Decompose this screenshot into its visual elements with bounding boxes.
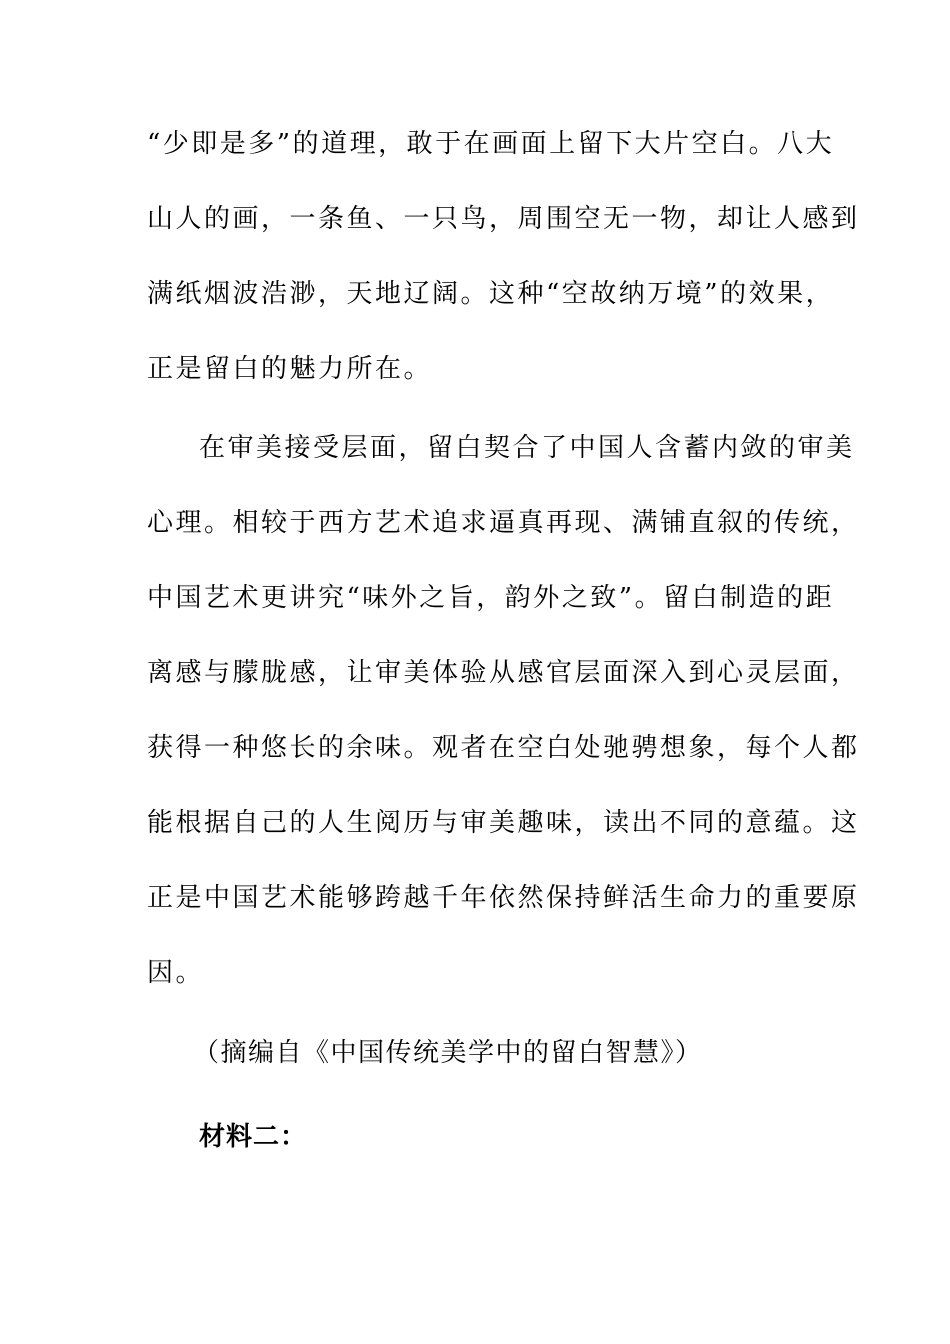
paragraph-2-line-1: 在审美接受层面，留白契合了中国人含蓄内敛的审美: [199, 433, 855, 463]
paragraph-1-line-4: 正是留白的魅力所在。: [147, 354, 433, 384]
paragraph-1-line-3: 满纸烟波浩渺，天地辽阔。这种“空故纳万境”的效果，: [147, 279, 835, 309]
source-citation: （摘编自《中国传统美学中的留白智慧》）: [193, 1038, 703, 1068]
paragraph-1-line-2: 山人的画，一条鱼、一只鸟，周围空无一物，却让人感到: [147, 204, 860, 234]
paragraph-2-line-3: 中国艺术更讲究“味外之旨，韵外之致”。留白制造的距: [147, 583, 835, 613]
paragraph-2-line-6: 能根据自己的人生阅历与审美趣味，读出不同的意蕴。这: [147, 808, 860, 838]
paragraph-2-line-2: 心理。相较于西方艺术追求逼真再现、满铺直叙的传统，: [147, 508, 860, 538]
paragraph-2-line-8: 因。: [147, 958, 205, 988]
paragraph-2-line-4: 离感与朦胧感，让审美体验从感官层面深入到心灵层面，: [147, 658, 860, 688]
paragraph-1-line-1: “少即是多”的道理，敢于在画面上留下大片空白。八大: [147, 129, 835, 159]
paragraph-2-line-5: 获得一种悠长的余味。观者在空白处驰骋想象，每个人都: [147, 733, 860, 763]
material-two-heading: 材料二：: [199, 1122, 308, 1152]
paragraph-2-line-7: 正是中国艺术能够跨越千年依然保持鲜活生命力的重要原: [147, 883, 860, 913]
